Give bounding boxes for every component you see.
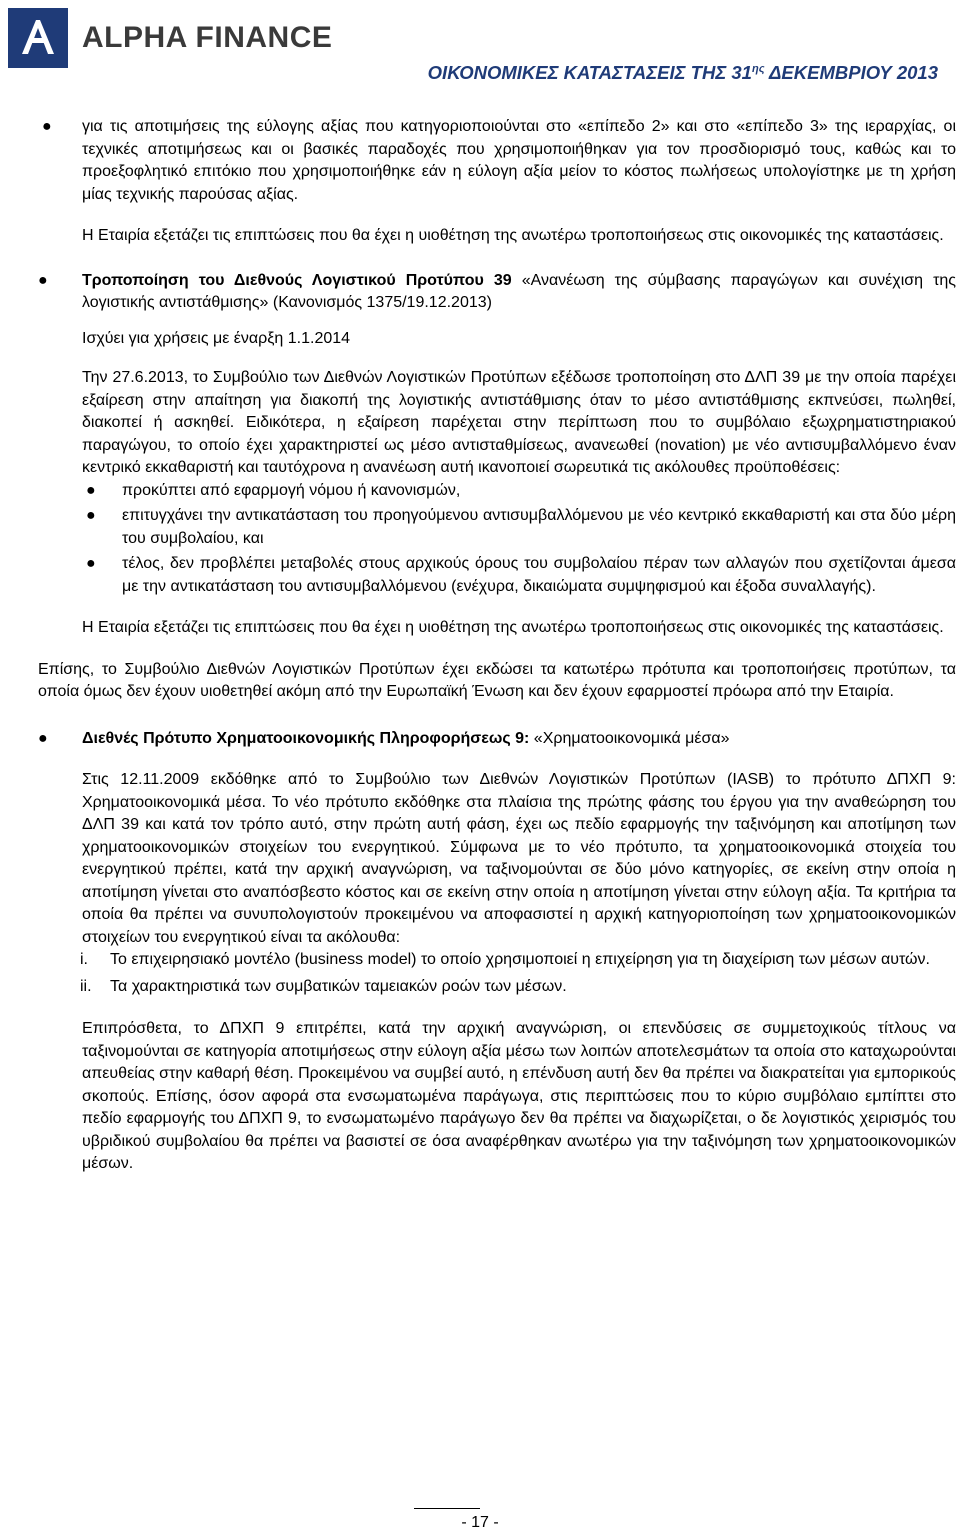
footer-divider: [414, 1508, 480, 1509]
paragraph: για τις αποτιμήσεις της εύλογης αξίας που κατηγοριοποιούνται στο «επίπεδο 2» και στο «επίπεδο 3» της ιεραρχίας, οι τεχνικές αποτιμήσεως και οι βασικές παραδοχές που χρησιμοποιήθηκαν για τον προσδιορισμό τους, καθώς και το προεξοφλητικό επιτόκιο που χρησιμοποιήθηκε εάν η εύλογη αξία μείον το κόστος πωλήσεως υπολογίστηκε με τη χρήση μίας τεχνικής παρούσας αξίας.: [82, 118, 956, 203]
section-heading: Διεθνές Πρότυπο Χρηματοοικονομικής Πληροφορήσεως 9: «Χρηματοοικονομικά μέσα»: [82, 729, 730, 747]
list-item: ● προκύπτει από εφαρμογή νόμου ή κανονισμών,: [82, 480, 956, 503]
bullet-icon: ●: [86, 481, 96, 499]
list-item: i. Το επιχειρησιακό μοντέλο (business model) το οποίο χρησιμοποιεί η επιχείρηση για τη διαχείριση των μέσων αυτών.: [80, 951, 930, 968]
bullet-icon: ●: [86, 507, 96, 524]
page-number: - 17 -: [461, 1514, 499, 1531]
logo-text: ALPHA FINANCE: [82, 21, 333, 54]
bullet-icon: ●: [38, 729, 48, 747]
bullet-icon: ●: [42, 118, 52, 135]
list-item: ii. Τα χαρακτηριστικά των συμβατικών ταμειακών ροών των μέσων.: [80, 977, 567, 995]
section-ias39: [38, 270, 956, 315]
alpha-logo-icon: [8, 8, 68, 68]
page-content: [38, 116, 956, 1176]
list-item: [38, 116, 956, 206]
bullet-icon: ●: [86, 555, 96, 572]
paragraph: Η Εταιρία εξετάζει τις επιπτώσεις που θα έχει η υιοθέτηση της ανωτέρω τροποποιήσεως στις οικονομικές της καταστάσεις.: [82, 227, 944, 244]
list-item: ● τέλος, δεν προβλέπει μεταβολές στους αρχικούς όρους του συμβολαίου πέραν των αλλαγών που σχετίζονται άμεσα με την αντικατάσταση του αντισυμβαλλόμενου (ενέχυρα, δικαιώματα συμψηφισμού και έξοδα συναλλαγής).: [86, 555, 956, 595]
paragraph: Επίσης, το Συμβούλιο Διεθνών Λογιστικών Προτύπων έχει εκδώσει τα κατωτέρω πρότυπα και τροποποιήσεις προτύπων, τα οποία όμως δεν έχουν υιοθετηθεί ακόμη από την Ευρωπαϊκή Ένωση και δεν έχουν εφαρμοστεί πρόωρα από την Εταιρία.: [38, 660, 956, 700]
paragraph: Στις 12.11.2009 εκδόθηκε από το Συμβούλιο των Διεθνών Λογιστικών Προτύπων (IASB) το πρότυπο ΔΠΧΠ 9: Χρηματοοικονομικά μέσα. Το νέο πρότυπο εκδόθηκε στα πλαίσια της πρώτης φάσης του έργου για την αναθεώρηση του ΔΛΠ 39 και κατά τον τρόπο αυτό, στην πρώτη αυτή φάση, έχει ως πεδίο εφαρμογής την ταξινόμηση και αποτίμηση των χρηματοοικονομικών στοιχείων του ενεργητικού. Σύμφωνα με το νέο πρότυπο, τα χρηματοοικονομικά στοιχεία του ενεργητικού πρέπει, κατά την αρχική αναγνώριση, να ταξινομούνται σε δύο μόνο κατηγορίες, σε εκείνη στην οποία η αποτίμηση γίνεται στο αναπόσβεστο κόστος και σε εκείνη στην οποία η αποτίμηση γίνεται στην εύλογη αξία. Τα κριτήρια τα οποία θα πρέπει να συνυπολογιστούν προκειμένου να αποφασιστεί η αρχική κατηγοριοποίηση των χρηματοοικονομικών στοιχείων του ενεργητικού είναι τα ακόλουθα:: [82, 771, 956, 946]
effective-date: Ισχύει για χρήσεις με έναρξη 1.1.2014: [82, 329, 351, 347]
company-logo: [8, 8, 332, 68]
bullet-icon: ●: [38, 271, 48, 289]
section-heading: Τροποποίηση του Διεθνούς Λογιστικού Προτύπου 39 «Ανανέωση της σύμβασης παραγώγων και συνέχιση της λογιστικής αντιστάθμισης» (Κανονισμός 1375/19.12.2013): [82, 271, 956, 311]
document-header-title: ΟΙΚΟΝΟΜΙΚΕΣ ΚΑΤΑΣΤΑΣΕΙΣ ΤΗΣ $31^{\eta\varsigma}$ ΔΕΚΕΜΒΡΙΟΥ 2013: [427, 62, 938, 83]
paragraph: Η Εταιρία εξετάζει τις επιπτώσεις που θα έχει η υιοθέτηση της ανωτέρω τροποποιήσεως στις οικονομικές της καταστάσεις.: [82, 619, 944, 636]
paragraph: Επιπρόσθετα, το ΔΠΧΠ 9 επιτρέπει, κατά την αρχική αναγνώριση, οι επενδύσεις σε συμμετοχικούς τίτλους να ταξινομούνται σε κατηγορία αποτιμήσεως στην εύλογη αξία μέσω των λοιπών αποτελεσμάτων τα οποία στο καταχωρούνται απευθείας στην καθαρή θέση. Προκειμένου να συμβεί αυτό, η επένδυση αυτή δεν θα πρέπει να διακρατείται για εμπορικούς σκοπούς. Επίσης, όσον αφορά στα ενσωματωμένα παράγωγα, στις περιπτώσεις που το κύριο συμβόλαιο εμπίπτει στο πεδίο εφαρμογής του ΔΠΧΠ 9, το ενσωματωμένο παράγωγο δεν θα πρέπει να διαχωρίζεται, ο δε λογιστικός χειρισμός του υβριδικού συμβολαίου θα πρέπει να βασιστεί σε όσα αναφέρθηκαν ανωτέρω για την ταξινόμηση των χρηματοοικονομικών μέσων.: [82, 1020, 956, 1172]
paragraph: Την 27.6.2013, το Συμβούλιο των Διεθνών Λογιστικών Προτύπων εξέδωσε τροποποίηση στο ΔΛΠ 39 με την οποία παρέχει εξαίρεση στην απαίτηση για διακοπή της λογιστικής αντιστάθμισης όταν το μέσο αντιστάθμισης εκπνεύσει, πωληθεί, διακοπεί ή ασκηθεί. Ειδικότερα, η εξαίρεση παρέχεται στην περίπτωση που το συμβόλαιο εξωχρηματιστηριακού παραγώγου, το οποίο έχει χαρακτηριστεί ως μέσο αντισταθμίσεως, ανανεωθεί (novation) με νέο αντισυμβαλλόμενο έναν κεντρικό εκκαθαριστή και ταυτόχρονα η ανανέωση αυτή ικανοποιεί σωρευτικά τις ακόλουθες προϋποθέσεις:: [82, 369, 956, 476]
section-ifrs9: [38, 728, 956, 751]
list-item: ● επιτυγχάνει την αντικατάσταση του προηγούμενου αντισυμβαλλόμενου με νέο κεντρικό εκκαθαριστή και στα δύο μέρη του συμβολαίου, και: [86, 507, 956, 547]
